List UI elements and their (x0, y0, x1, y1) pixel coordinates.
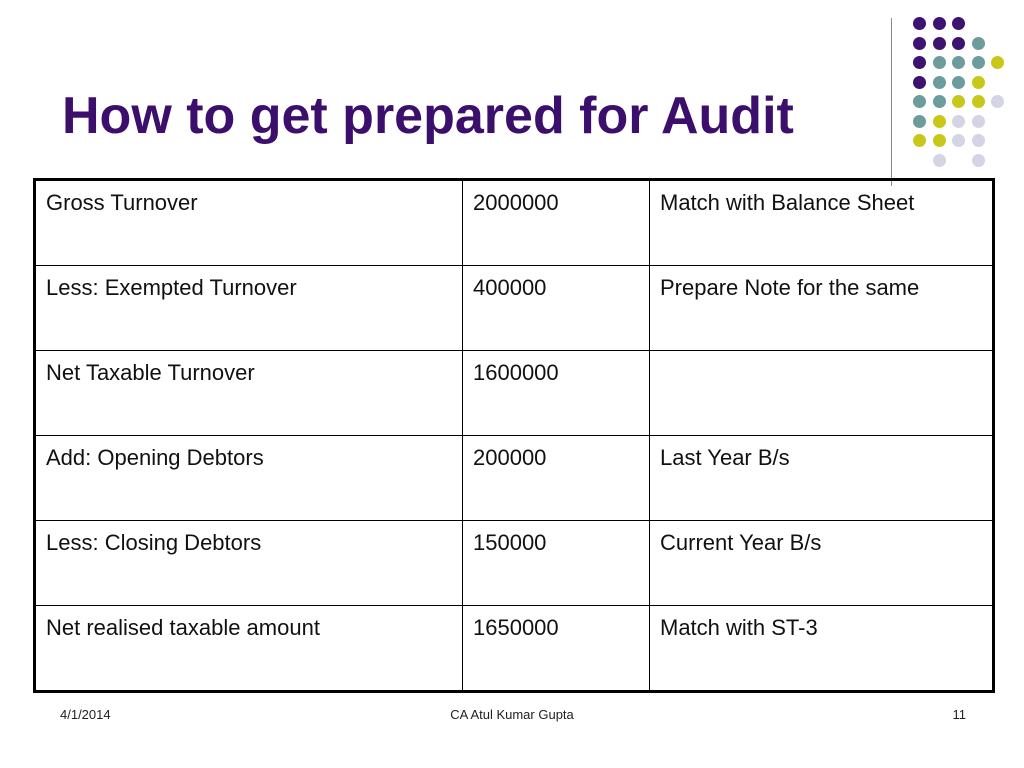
table-cell-item: Less: Closing Debtors (35, 521, 463, 606)
table-cell-item: Net realised taxable amount (35, 606, 463, 692)
table-cell-item: Gross Turnover (35, 180, 463, 266)
decorative-dot (991, 95, 1004, 108)
footer-author: CA Atul Kumar Gupta (450, 707, 574, 722)
table-row (35, 521, 994, 606)
decorative-dot (933, 154, 946, 167)
table-cell-item: Less: Exempted Turnover (35, 266, 463, 351)
decorative-dot (972, 37, 985, 50)
decorative-divider (891, 18, 892, 186)
table-cell-item: Add: Opening Debtors (35, 436, 463, 521)
table-cell-note: Match with Balance Sheet (650, 180, 994, 266)
table-cell-amount: 1600000 (463, 351, 650, 436)
slide-number: 11 (952, 707, 966, 722)
decorative-dot (952, 17, 965, 30)
table-cell-note: Current Year B/s (650, 521, 994, 606)
table-row (35, 436, 994, 521)
decorative-dot (952, 115, 965, 128)
decorative-dot (972, 134, 985, 147)
slide-title: How to get prepared for Audit (62, 87, 794, 145)
table-row (35, 180, 994, 266)
table-row (35, 351, 994, 436)
decorative-dot (952, 95, 965, 108)
table-cell-note: Last Year B/s (650, 436, 994, 521)
table-cell-amount: 2000000 (463, 180, 650, 266)
decorative-dot (913, 115, 926, 128)
decorative-dot (972, 154, 985, 167)
table-cell-amount: 200000 (463, 436, 650, 521)
footer-date: 4/1/2014 (60, 707, 111, 722)
decorative-dot (913, 95, 926, 108)
decorative-dot (952, 37, 965, 50)
decorative-dot (913, 76, 926, 89)
decorative-dot (913, 134, 926, 147)
table-cell-amount: 1650000 (463, 606, 650, 692)
decorative-dot (972, 56, 985, 69)
decorative-dot (933, 115, 946, 128)
table-cell-amount: 150000 (463, 521, 650, 606)
decorative-dot (972, 76, 985, 89)
decorative-dot (913, 17, 926, 30)
table-row (35, 606, 994, 692)
decorative-dot (972, 115, 985, 128)
decorative-dot (933, 17, 946, 30)
table-cell-amount: 400000 (463, 266, 650, 351)
decorative-dot (933, 134, 946, 147)
table-cell-note: Match with ST-3 (650, 606, 994, 692)
decorative-dot (991, 56, 1004, 69)
decorative-dot (913, 37, 926, 50)
decorative-dot (913, 56, 926, 69)
decorative-dot (952, 56, 965, 69)
decorative-dot (952, 134, 965, 147)
decorative-dot (933, 95, 946, 108)
table-cell-item: Net Taxable Turnover (35, 351, 463, 436)
table-row (35, 266, 994, 351)
audit-table (33, 178, 995, 693)
decorative-dot (952, 76, 965, 89)
decorative-dot (933, 76, 946, 89)
decorative-dot (933, 37, 946, 50)
table-cell-note (650, 351, 994, 436)
decorative-dot (972, 95, 985, 108)
table-cell-note: Prepare Note for the same (650, 266, 994, 351)
decorative-dot (933, 56, 946, 69)
